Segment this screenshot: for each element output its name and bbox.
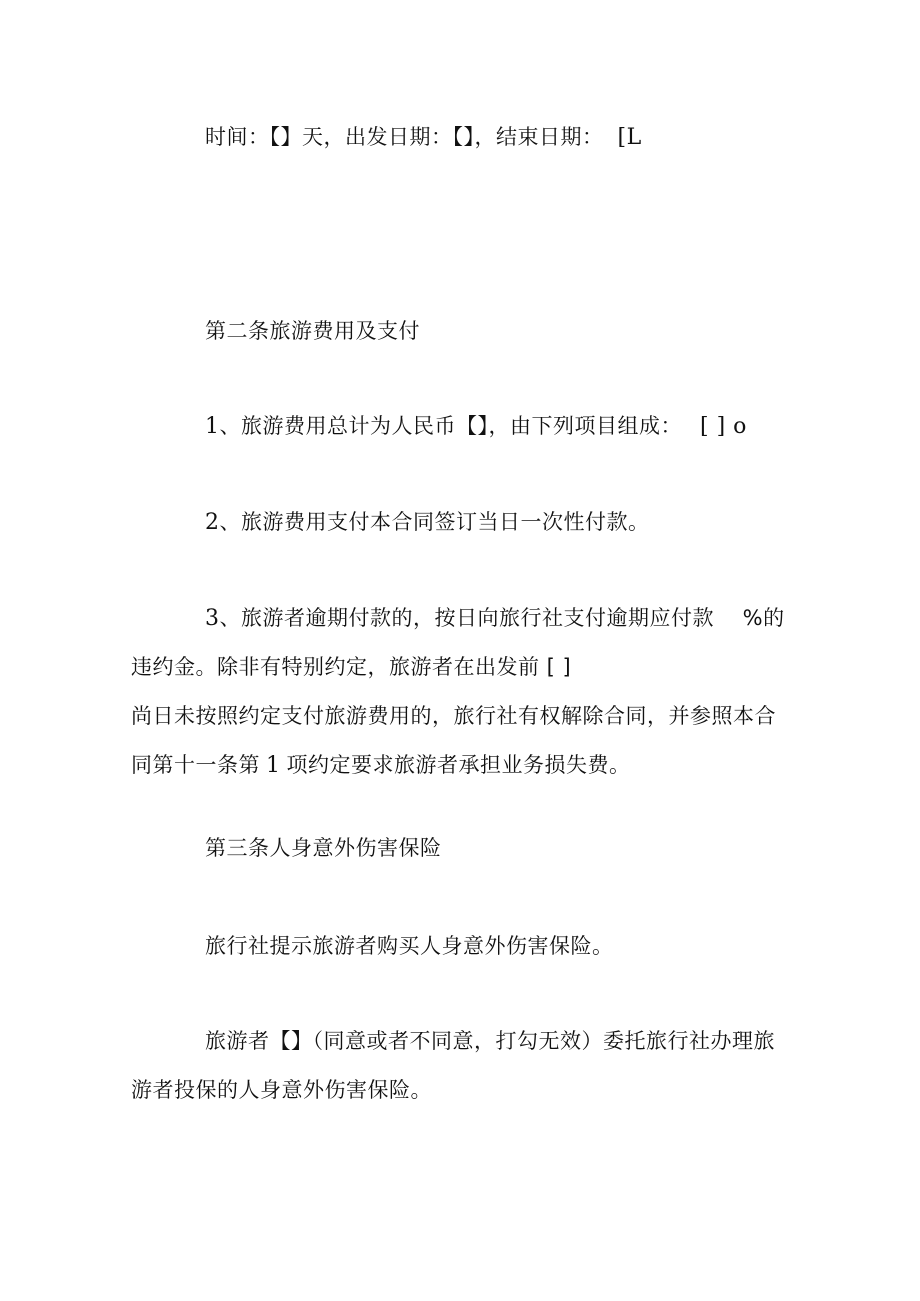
item-3 (205, 603, 785, 634)
article-2-title: 第二条旅游费用及支付 (205, 319, 420, 343)
insurance-line-2: 旅游者【】（同意或者不同意，打勾无效）委托旅行社办理旅 (205, 1029, 775, 1053)
item-3-text: 、旅游者逾期付款的，按日向旅行社支付逾期应付款 %的 (219, 606, 785, 630)
time-line (205, 122, 642, 153)
item-1-number: 1 (205, 414, 220, 439)
insurance-line-3: 游者投保的人身意外伤害保险。 (131, 1078, 432, 1102)
time-line-text: 时间：【】天，出发日期：【】，结束日期： (205, 125, 604, 149)
item-2 (205, 507, 650, 538)
time-line-tail: [L (617, 125, 642, 150)
article-3-title: 第三条人身意外伤害保险 (205, 836, 442, 860)
item-3-line-2: 违约金。除非有特别约定，旅游者在出发前 [ ] (131, 655, 572, 679)
item-3-line-4-end: 项约定要求旅游者承担业务损失费。 (286, 753, 631, 777)
item-1 (205, 411, 747, 442)
insurance-line-1: 旅行社提示旅游者购买人身意外伤害保险。 (205, 934, 614, 958)
item-3-line-4-start: 同第十一条第 (131, 753, 260, 777)
item-3-number: 3 (205, 606, 220, 631)
item-2-text: 、旅游费用支付本合同签订当日一次性付款。 (219, 510, 650, 534)
item-3-line-4 (131, 750, 631, 781)
item-2-number: 2 (205, 510, 220, 535)
item-1-text: 、旅游费用总计为人民币【】，由下列项目组成： (219, 414, 682, 438)
item-3-line-4-number: 1 (266, 753, 281, 778)
item-3-line-3: 尚日未按照约定支付旅游费用的，旅行社有权解除合同，并参照本合 (131, 704, 776, 728)
item-1-tail: [ ] o (700, 414, 747, 439)
